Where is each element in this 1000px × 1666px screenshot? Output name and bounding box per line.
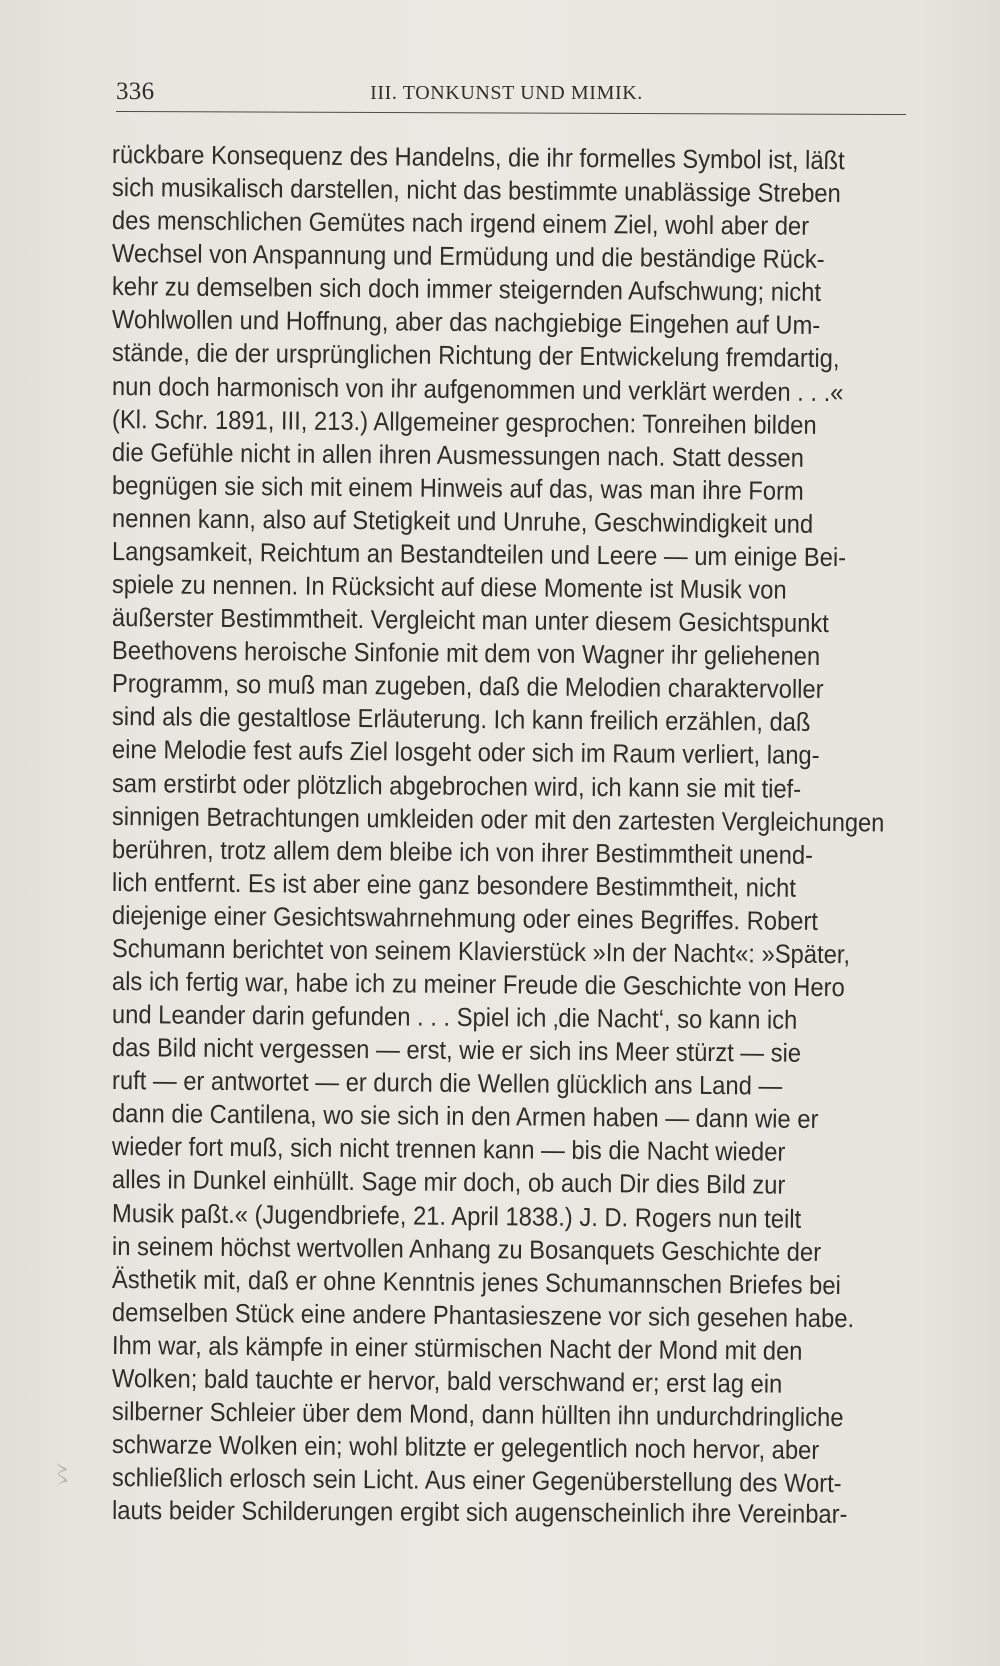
- running-head: III. TONKUNST UND MIMIK.: [370, 82, 643, 104]
- text-line: sam erstirbt oder plötzlich abgebrochen wird, ich kann sie mit tief-: [111, 767, 802, 804]
- text-line: berühren, trotz allem dem bleibe ich von ihrer Bestimmtheit unend-: [111, 833, 814, 870]
- text-line: als ich fertig war, habe ich zu meiner Freude die Geschichte von Hero: [111, 966, 845, 1003]
- text-line: alles in Dunkel einhüllt. Sage mir doch, ob auch Dir dies Bild zur: [111, 1164, 786, 1201]
- text-line: das Bild nicht vergessen — erst, wie er sich ins Meer stürzt — sie: [111, 1032, 802, 1068]
- text-line: schwarze Wolken ein; wohl blitzte er gelegentlich noch hervor, aber: [111, 1429, 820, 1466]
- text-line: äußerster Bestimmtheit. Vergleicht man unter diesem Gesichtspunkt: [111, 602, 829, 639]
- text-line: Schumann berichtet von seinem Klavierstück »In der Nacht«: »Später,: [111, 932, 851, 970]
- text-line: dann die Cantilena, wo sie sich in den Armen haben — dann wie er: [111, 1098, 819, 1135]
- text-line: lich entfernt. Es ist aber eine ganz besondere Bestimmtheit, nicht: [111, 866, 797, 903]
- text-line: ruft — er antwortet — er durch die Wellen glücklich ans Land —: [111, 1065, 783, 1101]
- text-line: nennen kann, also auf Stetigkeit und Unruhe, Geschwindigkeit und: [111, 502, 814, 539]
- text-line: silberner Schleier über dem Mond, dann hüllten ihn undurchdringliche: [111, 1396, 844, 1433]
- text-line: Wolken; bald tauchte er hervor, bald verschwand er; erst lag ein: [111, 1362, 783, 1399]
- text-line: Programm, so muß man zugeben, daß die Melodien charaktervoller: [111, 668, 824, 705]
- text-line: und Leander darin gefunden . . . Spiel ich ‚die Nacht‘, so kann ich: [111, 999, 798, 1035]
- text-line: kehr zu demselben sich doch immer steigernden Aufschwung; nicht: [111, 271, 822, 308]
- text-line: sind als die gestaltlose Erläuterung. Ich kann freilich erzählen, daß: [111, 701, 811, 738]
- text-line: rückbare Konsequenz des Handelns, die ihr formelles Symbol ist, läßt: [111, 139, 845, 176]
- text-line: Wohlwollen und Hoffnung, aber das nachgiebige Eingehen auf Um-: [111, 304, 821, 341]
- text-line: begnügen sie sich mit einem Hinweis auf das, was man ihre Form: [111, 469, 804, 506]
- text-line: die Gefühle nicht in allen ihren Ausmessungen nach. Statt dessen: [111, 436, 805, 473]
- text-line: demselben Stück eine andere Phantasieszene vor sich gesehen habe.: [111, 1296, 855, 1334]
- page-number: 336: [116, 78, 155, 105]
- text-line: wieder fort muß, sich nicht trennen kann — bis die Nacht wieder: [111, 1131, 786, 1168]
- text-line: diejenige einer Gesichtswahrnehmung oder eines Begriffes. Robert: [111, 899, 819, 936]
- text-line: Wechsel von Anspannung und Ermüdung und die beständige Rück-: [111, 238, 825, 275]
- text-line: Ihm war, als kämpfe in einer stürmischen Nacht der Mond mit den: [111, 1329, 803, 1366]
- main-text: [111, 138, 957, 1530]
- page-header: [116, 76, 897, 114]
- text-line: eine Melodie fest aufs Ziel losgeht oder sich im Raum verliert, lang-: [111, 734, 820, 771]
- text-line: in seinem höchst wertvollen Anhang zu Bosanquets Geschichte der: [111, 1230, 822, 1267]
- text-line: Ästhetik mit, daß er ohne Kenntnis jenes Schumannschen Briefes bei: [111, 1263, 841, 1300]
- text-line: Musik paßt.« (Jugendbriefe, 21. April 1838.) J. D. Rogers nun teilt: [111, 1197, 802, 1234]
- text-line: (Kl. Schr. 1891, III, 213.) Allgemeiner gesprochen: Tonreihen bilden: [111, 403, 817, 440]
- text-line: sich musikalisch darstellen, nicht das bestimmte unablässige Streben: [111, 172, 841, 209]
- text-line: nun doch harmonisch von ihr aufgenommen und verklärt werden . . .«: [111, 370, 844, 407]
- text-line: Langsamkeit, Reichtum an Bestandteilen und Leere — um einige Bei-: [111, 535, 847, 573]
- text-line: sinnigen Betrachtungen umkleiden oder mit den zartesten Vergleichungen: [111, 800, 885, 838]
- text-line: schließlich erlosch sein Licht. Aus einer Gegenüberstellung des Wort-: [111, 1462, 842, 1499]
- text-line: spiele zu nennen. In Rücksicht auf diese Momente ist Musik von: [111, 569, 787, 605]
- text-line: lauts beider Schilderungen ergibt sich augenscheinlich ihre Vereinbar-: [111, 1495, 848, 1530]
- text-line: Beethovens heroische Sinfonie mit dem von Wagner ihr geliehenen: [111, 635, 821, 672]
- text-line: des menschlichen Gemütes nach irgend einem Ziel, wohl aber der: [111, 205, 810, 241]
- pencil-mark-icon: 〻: [50, 1460, 74, 1488]
- text-line: stände, die der ursprünglichen Richtung der Entwickelung fremdartig,: [111, 337, 840, 374]
